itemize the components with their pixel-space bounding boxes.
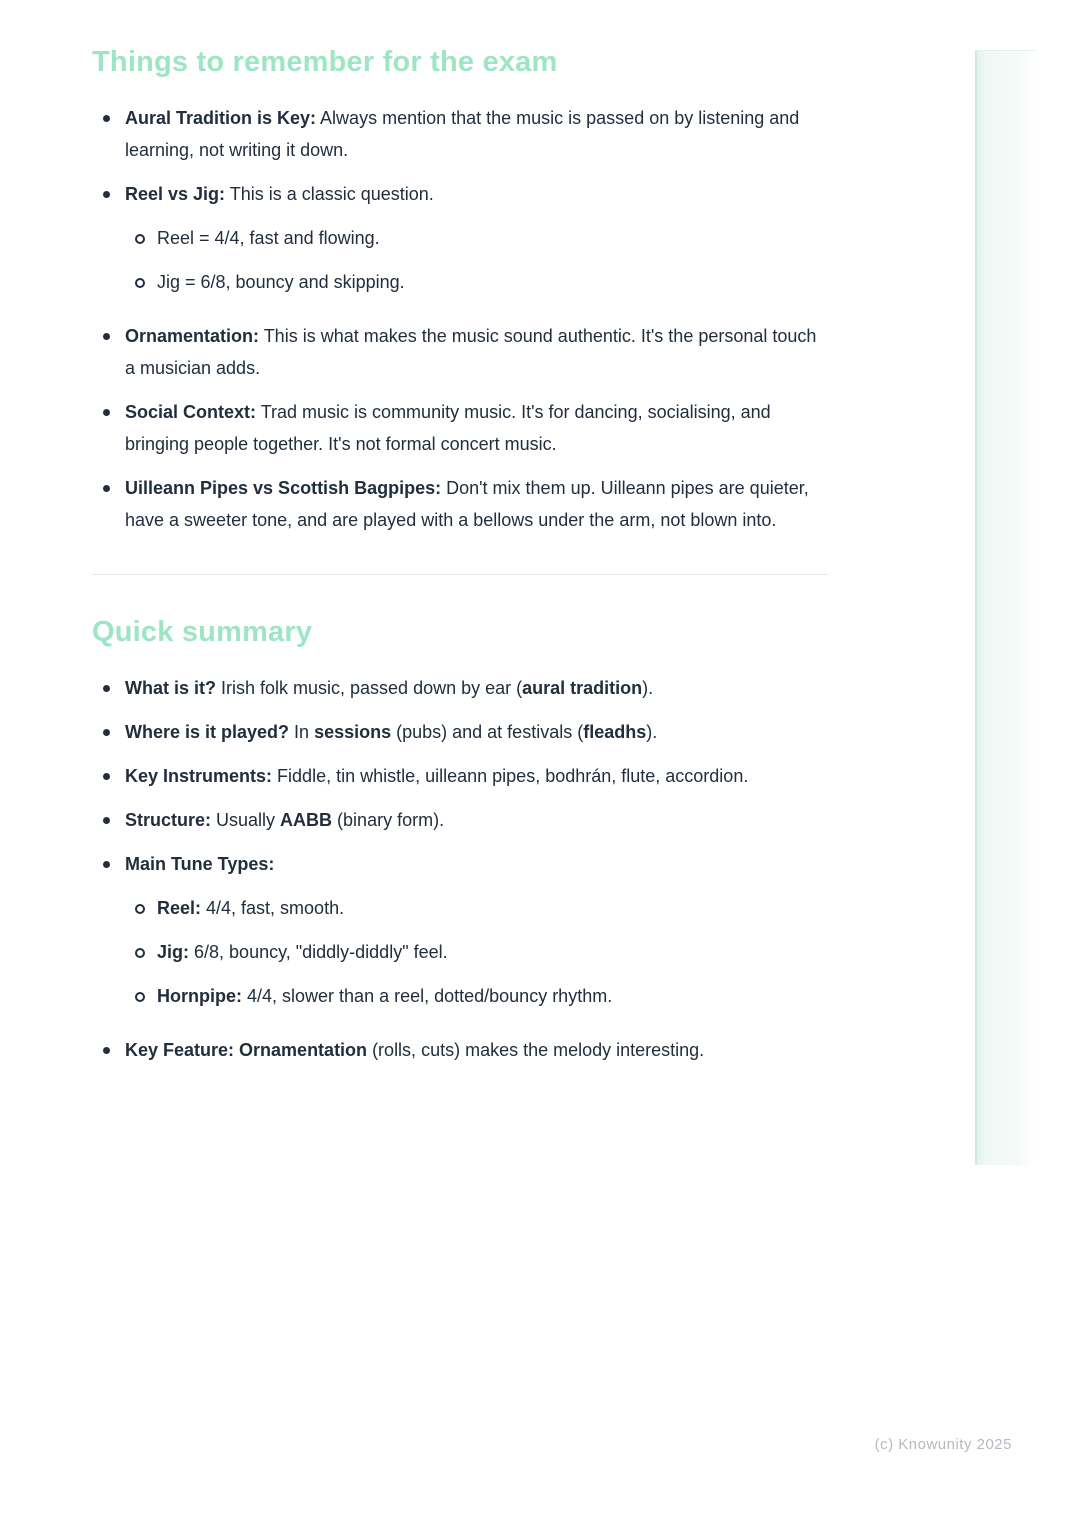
disc-bullet-icon xyxy=(103,115,110,122)
bullet-list xyxy=(92,102,828,536)
text-run: This is what makes the music sound authentic. It's the personal touch a musician adds. xyxy=(125,326,817,378)
text-run: ). xyxy=(646,722,658,742)
list-item xyxy=(92,178,828,210)
bold-text-run: Reel vs Jig: xyxy=(125,184,226,204)
circle-bullet-icon xyxy=(135,278,145,288)
text-run: (binary form). xyxy=(332,810,445,830)
copyright-footer: (c) Knowunity 2025 xyxy=(874,1436,1012,1453)
bold-text-run: Hornpipe: xyxy=(157,986,242,1006)
text-run: Fiddle, tin whistle, uilleann pipes, bodhrán, flute, accordion. xyxy=(272,766,749,786)
text-run: Irish folk music, passed down by ear ( xyxy=(216,678,523,698)
text-run: In xyxy=(289,722,315,742)
disc-bullet-icon xyxy=(103,861,110,868)
text-run: (rolls, cuts) makes the melody interesting. xyxy=(367,1040,705,1060)
list-item xyxy=(92,804,828,836)
disc-bullet-icon xyxy=(103,485,110,492)
bold-text-run: Structure: xyxy=(125,810,212,830)
bold-text-run: Jig: xyxy=(157,942,190,962)
bold-text-run: Main Tune Types: xyxy=(125,854,275,874)
text-run: Don't mix them up. Uilleann pipes are quieter, have a sweeter tone, and are played with a bellows under the arm, not blown into. xyxy=(125,478,809,530)
bold-text-run: Where is it played? xyxy=(125,722,290,742)
text-run: This is a classic question. xyxy=(225,184,434,204)
notes-content xyxy=(92,44,828,1078)
text-run: (pubs) and at festivals ( xyxy=(391,722,584,742)
list-item xyxy=(92,320,828,384)
bold-text-run: What is it? xyxy=(125,678,216,698)
bold-text-run: sessions xyxy=(314,722,392,742)
notes-section xyxy=(92,614,828,1066)
text-run: Trad music is community music. It's for dancing, socialising, and bringing people together. It's not formal concert music. xyxy=(125,402,771,454)
sub-list-item xyxy=(92,980,828,1012)
page-curl-decoration xyxy=(975,50,1035,1165)
sub-list-item xyxy=(92,936,828,968)
list-item xyxy=(92,472,828,536)
bold-text-run: aural tradition xyxy=(522,678,643,698)
list-item xyxy=(92,102,828,166)
circle-bullet-icon xyxy=(135,948,145,958)
bold-text-run: fleadhs xyxy=(583,722,647,742)
disc-bullet-icon xyxy=(103,409,110,416)
disc-bullet-icon xyxy=(103,333,110,340)
circle-bullet-icon xyxy=(135,234,145,244)
bold-text-run: Key Instruments: xyxy=(125,766,273,786)
disc-bullet-icon xyxy=(103,685,110,692)
text-run: Reel = 4/4, fast and flowing. xyxy=(157,228,380,248)
section-title: Quick summary xyxy=(92,616,313,648)
list-item xyxy=(92,396,828,460)
sub-list-item xyxy=(92,892,828,924)
list-item xyxy=(92,1034,828,1066)
bold-text-run: Key Feature: Ornamentation xyxy=(125,1040,368,1060)
sub-list-item xyxy=(92,266,828,298)
notes-section xyxy=(92,44,828,536)
disc-bullet-icon xyxy=(103,817,110,824)
section-divider xyxy=(92,574,828,575)
section-title: Things to remember for the exam xyxy=(92,46,558,78)
circle-bullet-icon xyxy=(135,904,145,914)
list-item xyxy=(92,848,828,880)
circle-bullet-icon xyxy=(135,992,145,1002)
bullet-list xyxy=(92,672,828,1066)
text-run: Usually xyxy=(211,810,281,830)
text-run: Jig = 6/8, bouncy and skipping. xyxy=(157,272,405,292)
list-item xyxy=(92,760,828,792)
disc-bullet-icon xyxy=(103,773,110,780)
disc-bullet-icon xyxy=(103,1047,110,1054)
text-run: 6/8, bouncy, "diddly-diddly" feel. xyxy=(189,942,448,962)
disc-bullet-icon xyxy=(103,729,110,736)
text-run: ). xyxy=(642,678,654,698)
disc-bullet-icon xyxy=(103,191,110,198)
sub-list-item xyxy=(92,222,828,254)
text-run: 4/4, slower than a reel, dotted/bouncy rhythm. xyxy=(242,986,613,1006)
bold-text-run: AABB xyxy=(280,810,333,830)
list-item xyxy=(92,672,828,704)
bold-text-run: Uilleann Pipes vs Scottish Bagpipes: xyxy=(125,478,442,498)
bold-text-run: Aural Tradition is Key: xyxy=(125,108,317,128)
bold-text-run: Reel: xyxy=(157,898,202,918)
bold-text-run: Ornamentation: xyxy=(125,326,260,346)
text-run: 4/4, fast, smooth. xyxy=(201,898,345,918)
text-run: Always mention that the music is passed on by listening and learning, not writing it down. xyxy=(125,108,800,160)
list-item xyxy=(92,716,828,748)
bold-text-run: Social Context: xyxy=(125,402,257,422)
